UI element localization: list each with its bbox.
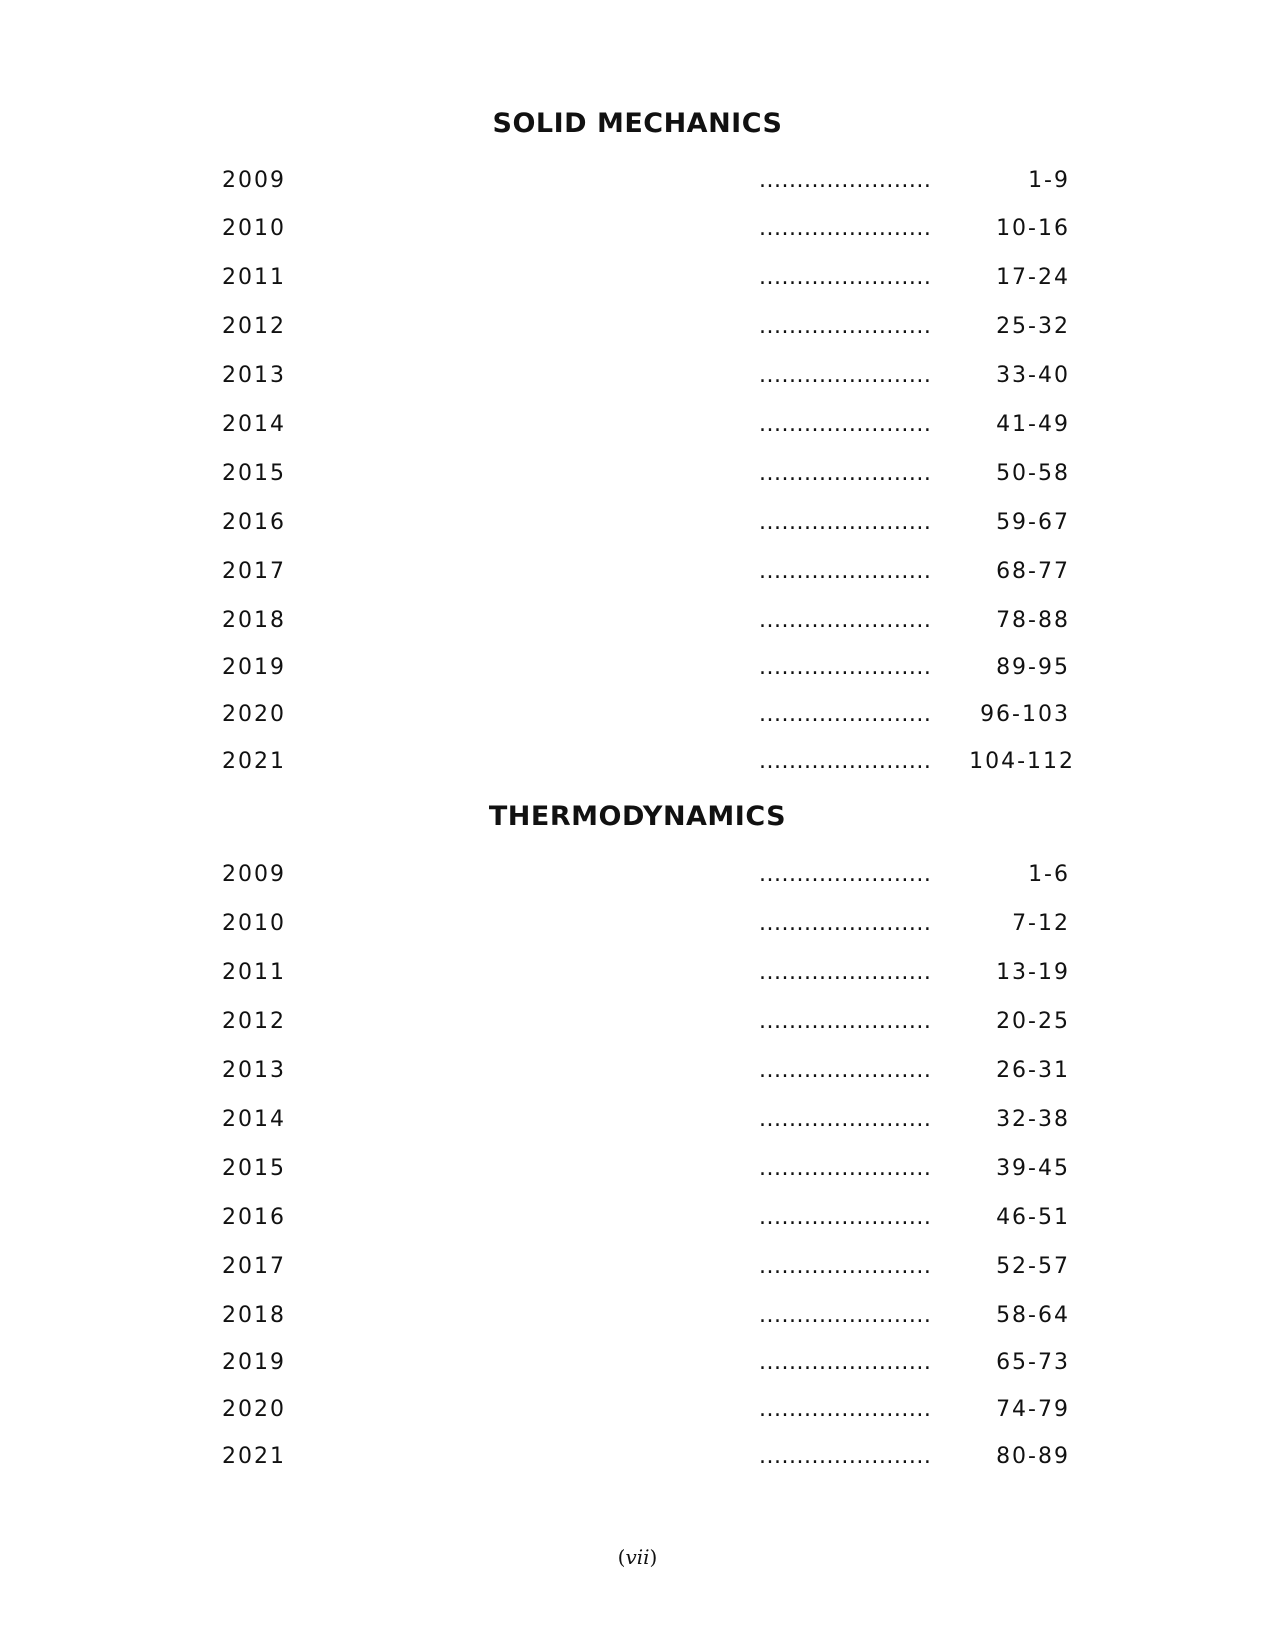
toc-year: 2012 bbox=[222, 314, 286, 339]
toc-year: 2009 bbox=[222, 168, 286, 193]
toc-year: 2012 bbox=[222, 1009, 286, 1034]
toc-year: 2010 bbox=[222, 216, 286, 241]
page-number bbox=[0, 1545, 1275, 1569]
toc-year: 2013 bbox=[222, 363, 286, 388]
toc-page-range: 96-103 bbox=[980, 702, 1070, 727]
toc-leader-dots: ....................... bbox=[759, 1444, 932, 1469]
toc-page-range: 33-40 bbox=[996, 363, 1070, 388]
toc-entry[interactable] bbox=[0, 263, 1275, 293]
toc-entry[interactable] bbox=[0, 166, 1275, 196]
toc-leader-dots: ....................... bbox=[759, 461, 932, 486]
toc-page-range: 59-67 bbox=[996, 510, 1070, 535]
toc-entry[interactable] bbox=[0, 1252, 1275, 1282]
toc-page-range: 46-51 bbox=[996, 1205, 1070, 1230]
toc-entry[interactable] bbox=[0, 1007, 1275, 1037]
toc-year: 2010 bbox=[222, 911, 286, 936]
toc-leader-dots: ....................... bbox=[759, 911, 932, 936]
toc-year: 2009 bbox=[222, 862, 286, 887]
toc-year: 2019 bbox=[222, 655, 286, 680]
toc-page-range: 41-49 bbox=[996, 412, 1070, 437]
toc-leader-dots: ....................... bbox=[759, 1254, 932, 1279]
toc-leader-dots: ....................... bbox=[759, 168, 932, 193]
toc-page-range: 68-77 bbox=[996, 559, 1070, 584]
toc-entry[interactable] bbox=[0, 1105, 1275, 1135]
toc-leader-dots: ....................... bbox=[759, 960, 932, 985]
toc-entry[interactable] bbox=[0, 361, 1275, 391]
toc-year: 2020 bbox=[222, 702, 286, 727]
toc-entry[interactable] bbox=[0, 508, 1275, 538]
toc-leader-dots: ....................... bbox=[759, 749, 932, 774]
toc-page-range: 39-45 bbox=[996, 1156, 1070, 1181]
toc-leader-dots: ....................... bbox=[759, 1058, 932, 1083]
toc-leader-dots: ....................... bbox=[759, 510, 932, 535]
toc-leader-dots: ....................... bbox=[759, 655, 932, 680]
toc-entry[interactable] bbox=[0, 700, 1275, 730]
toc-leader-dots: ....................... bbox=[759, 1397, 932, 1422]
toc-page-range: 80-89 bbox=[996, 1444, 1070, 1469]
toc-page-range: 10-16 bbox=[996, 216, 1070, 241]
toc-page-range: 65-73 bbox=[996, 1350, 1070, 1375]
toc-page-range: 25-32 bbox=[996, 314, 1070, 339]
toc-page-range: 17-24 bbox=[996, 265, 1070, 290]
toc-page-range: 104-112 bbox=[969, 749, 1075, 774]
toc-year: 2013 bbox=[222, 1058, 286, 1083]
toc-year: 2021 bbox=[222, 1444, 286, 1469]
toc-page-range: 7-12 bbox=[1012, 911, 1070, 936]
toc-entry[interactable] bbox=[0, 747, 1275, 777]
toc-entry[interactable] bbox=[0, 860, 1275, 890]
toc-leader-dots: ....................... bbox=[759, 216, 932, 241]
toc-leader-dots: ....................... bbox=[759, 1107, 932, 1132]
toc-entry[interactable] bbox=[0, 410, 1275, 440]
section-title-solid-mechanics: SOLID MECHANICS bbox=[492, 108, 783, 139]
toc-leader-dots: ....................... bbox=[759, 559, 932, 584]
toc-page-range: 89-95 bbox=[996, 655, 1070, 680]
toc-year: 2015 bbox=[222, 461, 286, 486]
toc-leader-dots: ....................... bbox=[759, 314, 932, 339]
toc-year: 2017 bbox=[222, 559, 286, 584]
page-number-roman: vii bbox=[625, 1545, 650, 1569]
toc-entry[interactable] bbox=[0, 653, 1275, 683]
toc-year: 2014 bbox=[222, 412, 286, 437]
toc-year: 2019 bbox=[222, 1350, 286, 1375]
page-number-close-paren: ) bbox=[649, 1545, 658, 1569]
toc-page-range: 1-9 bbox=[1028, 168, 1070, 193]
section-title-thermodynamics: THERMODYNAMICS bbox=[488, 801, 787, 832]
toc-page-range: 20-25 bbox=[996, 1009, 1070, 1034]
toc-entry[interactable] bbox=[0, 958, 1275, 988]
toc-page-range: 58-64 bbox=[996, 1303, 1070, 1328]
toc-page-range: 74-79 bbox=[996, 1397, 1070, 1422]
toc-leader-dots: ....................... bbox=[759, 1156, 932, 1181]
toc-entry[interactable] bbox=[0, 606, 1275, 636]
toc-entry[interactable] bbox=[0, 1056, 1275, 1086]
toc-year: 2018 bbox=[222, 608, 286, 633]
toc-year: 2016 bbox=[222, 1205, 286, 1230]
toc-entry[interactable] bbox=[0, 312, 1275, 342]
toc-entry[interactable] bbox=[0, 1203, 1275, 1233]
toc-entry[interactable] bbox=[0, 1395, 1275, 1425]
toc-leader-dots: ....................... bbox=[759, 265, 932, 290]
toc-page-range: 52-57 bbox=[996, 1254, 1070, 1279]
toc-page-range: 26-31 bbox=[996, 1058, 1070, 1083]
toc-year: 2018 bbox=[222, 1303, 286, 1328]
toc-leader-dots: ....................... bbox=[759, 363, 932, 388]
toc-year: 2020 bbox=[222, 1397, 286, 1422]
toc-leader-dots: ....................... bbox=[759, 1350, 932, 1375]
toc-page-range: 78-88 bbox=[996, 608, 1070, 633]
toc-entry[interactable] bbox=[0, 1301, 1275, 1331]
toc-leader-dots: ....................... bbox=[759, 608, 932, 633]
toc-entry[interactable] bbox=[0, 909, 1275, 939]
toc-year: 2015 bbox=[222, 1156, 286, 1181]
toc-leader-dots: ....................... bbox=[759, 702, 932, 727]
toc-year: 2011 bbox=[222, 265, 286, 290]
toc-entry[interactable] bbox=[0, 1154, 1275, 1184]
toc-year: 2014 bbox=[222, 1107, 286, 1132]
toc-entry[interactable] bbox=[0, 1348, 1275, 1378]
toc-entry[interactable] bbox=[0, 557, 1275, 587]
toc-entry[interactable] bbox=[0, 214, 1275, 244]
toc-leader-dots: ....................... bbox=[759, 1009, 932, 1034]
toc-year: 2017 bbox=[222, 1254, 286, 1279]
toc-page-range: 13-19 bbox=[996, 960, 1070, 985]
page-number-open-paren: ( bbox=[617, 1545, 626, 1569]
toc-page-range: 1-6 bbox=[1028, 862, 1070, 887]
toc-year: 2021 bbox=[222, 749, 286, 774]
toc-leader-dots: ....................... bbox=[759, 412, 932, 437]
toc-leader-dots: ....................... bbox=[759, 1205, 932, 1230]
toc-entry[interactable] bbox=[0, 1442, 1275, 1472]
toc-leader-dots: ....................... bbox=[759, 1303, 932, 1328]
toc-leader-dots: ....................... bbox=[759, 862, 932, 887]
toc-entry[interactable] bbox=[0, 459, 1275, 489]
toc-year: 2011 bbox=[222, 960, 286, 985]
toc-year: 2016 bbox=[222, 510, 286, 535]
toc-page-range: 50-58 bbox=[996, 461, 1070, 486]
toc-page-range: 32-38 bbox=[996, 1107, 1070, 1132]
